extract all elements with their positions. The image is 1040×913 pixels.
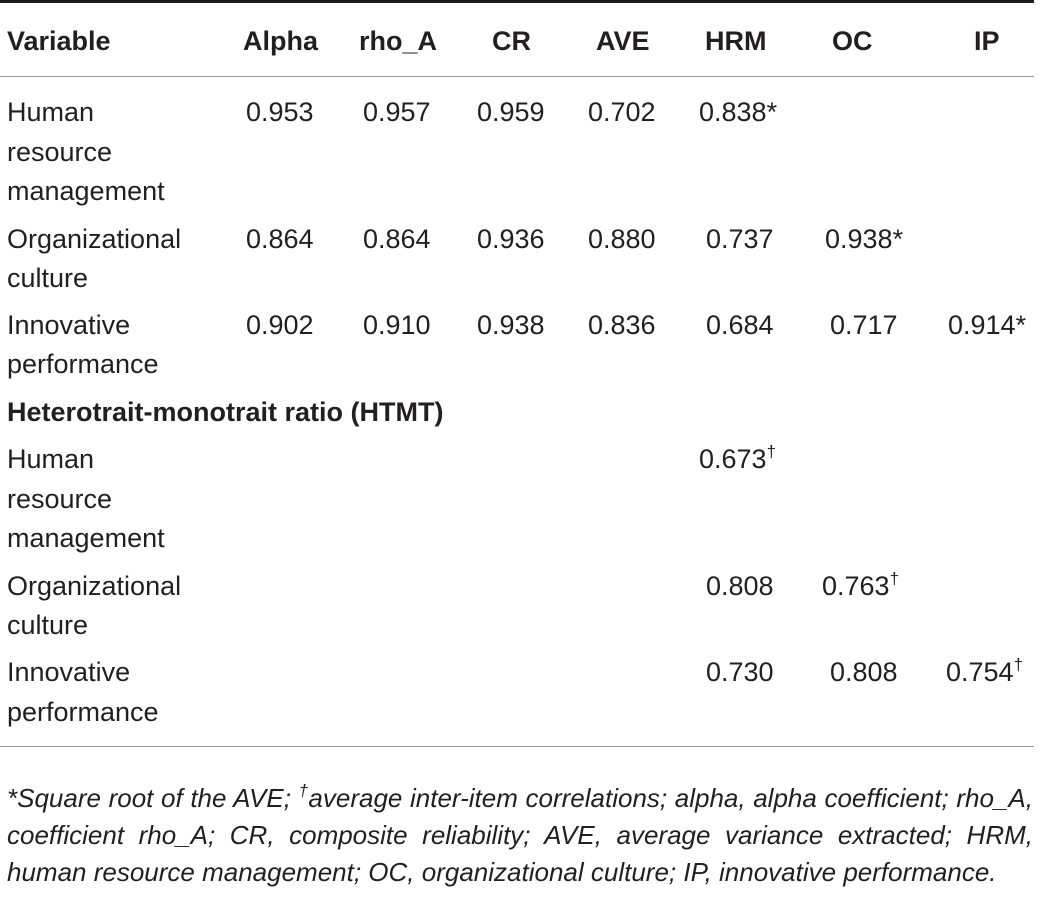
row-ip-ip: 0.914* [948, 310, 1027, 340]
dagger-mark: † [766, 442, 777, 461]
htmt-hrm-label-line3: management [7, 523, 165, 553]
row-oc-hrm: 0.737 [706, 224, 774, 254]
row-hrm-label-line3: management [7, 176, 165, 206]
htmt-oc-label-line2: culture [7, 610, 89, 640]
htmt-hrm-label-line2: resource [7, 484, 113, 514]
row-oc-label-line1: Organizational [7, 224, 182, 254]
header-rho-a: rho_A [359, 26, 438, 56]
htmt-ip-label-line2: performance [7, 697, 159, 727]
htmt-oc-hrm: 0.808 [706, 571, 774, 601]
row-hrm-alpha: 0.953 [246, 97, 314, 127]
row-hrm-rho-a: 0.957 [363, 97, 431, 127]
header-oc: OC [832, 26, 873, 56]
row-ip-cr: 0.938 [477, 310, 545, 340]
header-hrm: HRM [705, 26, 767, 56]
row-oc-alpha: 0.864 [246, 224, 314, 254]
htmt-ip-label-line1: Innovative [7, 657, 131, 687]
header-variable: Variable [7, 26, 111, 56]
row-hrm-label-line1: Human [7, 97, 95, 127]
header-ip: IP [974, 26, 1000, 56]
table-footnote: *Square root of the AVE; †average inter-item correlations; alpha, alpha coefficient; rho_A, coefficient rho_A; CR, composite reliability; AVE, average variance extracted; HRM, human resource management; OC, organizational culture; IP, innovative performance. [7, 781, 1033, 887]
htmt-ip-ip: 0.754† [946, 655, 1024, 687]
htmt-ip-hrm: 0.730 [706, 657, 774, 687]
row-hrm-label-line2: resource [7, 137, 113, 167]
header-ave: AVE [596, 26, 650, 56]
row-oc-oc: 0.938* [825, 224, 904, 254]
row-ip-alpha: 0.902 [246, 310, 314, 340]
top-rule [0, 0, 1034, 3]
dagger-mark: † [298, 781, 309, 800]
htmt-ip-oc: 0.808 [830, 657, 898, 687]
row-hrm-cr: 0.959 [477, 97, 545, 127]
row-hrm-hrm: 0.838* [699, 97, 778, 127]
htmt-hrm-hrm: 0.673† [699, 442, 777, 474]
row-hrm-ave: 0.702 [588, 97, 656, 127]
row-oc-cr: 0.936 [477, 224, 545, 254]
bottom-rule [0, 746, 1034, 747]
row-ip-oc: 0.717 [830, 310, 898, 340]
htmt-oc-oc: 0.763† [822, 569, 900, 601]
header-cr: CR [492, 26, 531, 56]
htmt-oc-label-line1: Organizational [7, 571, 182, 601]
row-ip-rho-a: 0.910 [363, 310, 431, 340]
header-alpha: Alpha [243, 26, 319, 56]
row-ip-hrm: 0.684 [706, 310, 774, 340]
row-ip-ave: 0.836 [588, 310, 656, 340]
dagger-mark: † [1013, 655, 1024, 674]
row-ip-label-line2: performance [7, 349, 159, 379]
row-oc-label-line2: culture [7, 263, 89, 293]
htmt-hrm-label-line1: Human [7, 444, 95, 474]
row-oc-rho-a: 0.864 [363, 224, 431, 254]
row-oc-ave: 0.880 [588, 224, 656, 254]
header-rule [0, 76, 1034, 77]
section-heading-htmt: Heterotrait-monotrait ratio (HTMT) [7, 397, 444, 427]
row-ip-label-line1: Innovative [7, 310, 131, 340]
dagger-mark: † [889, 569, 900, 588]
